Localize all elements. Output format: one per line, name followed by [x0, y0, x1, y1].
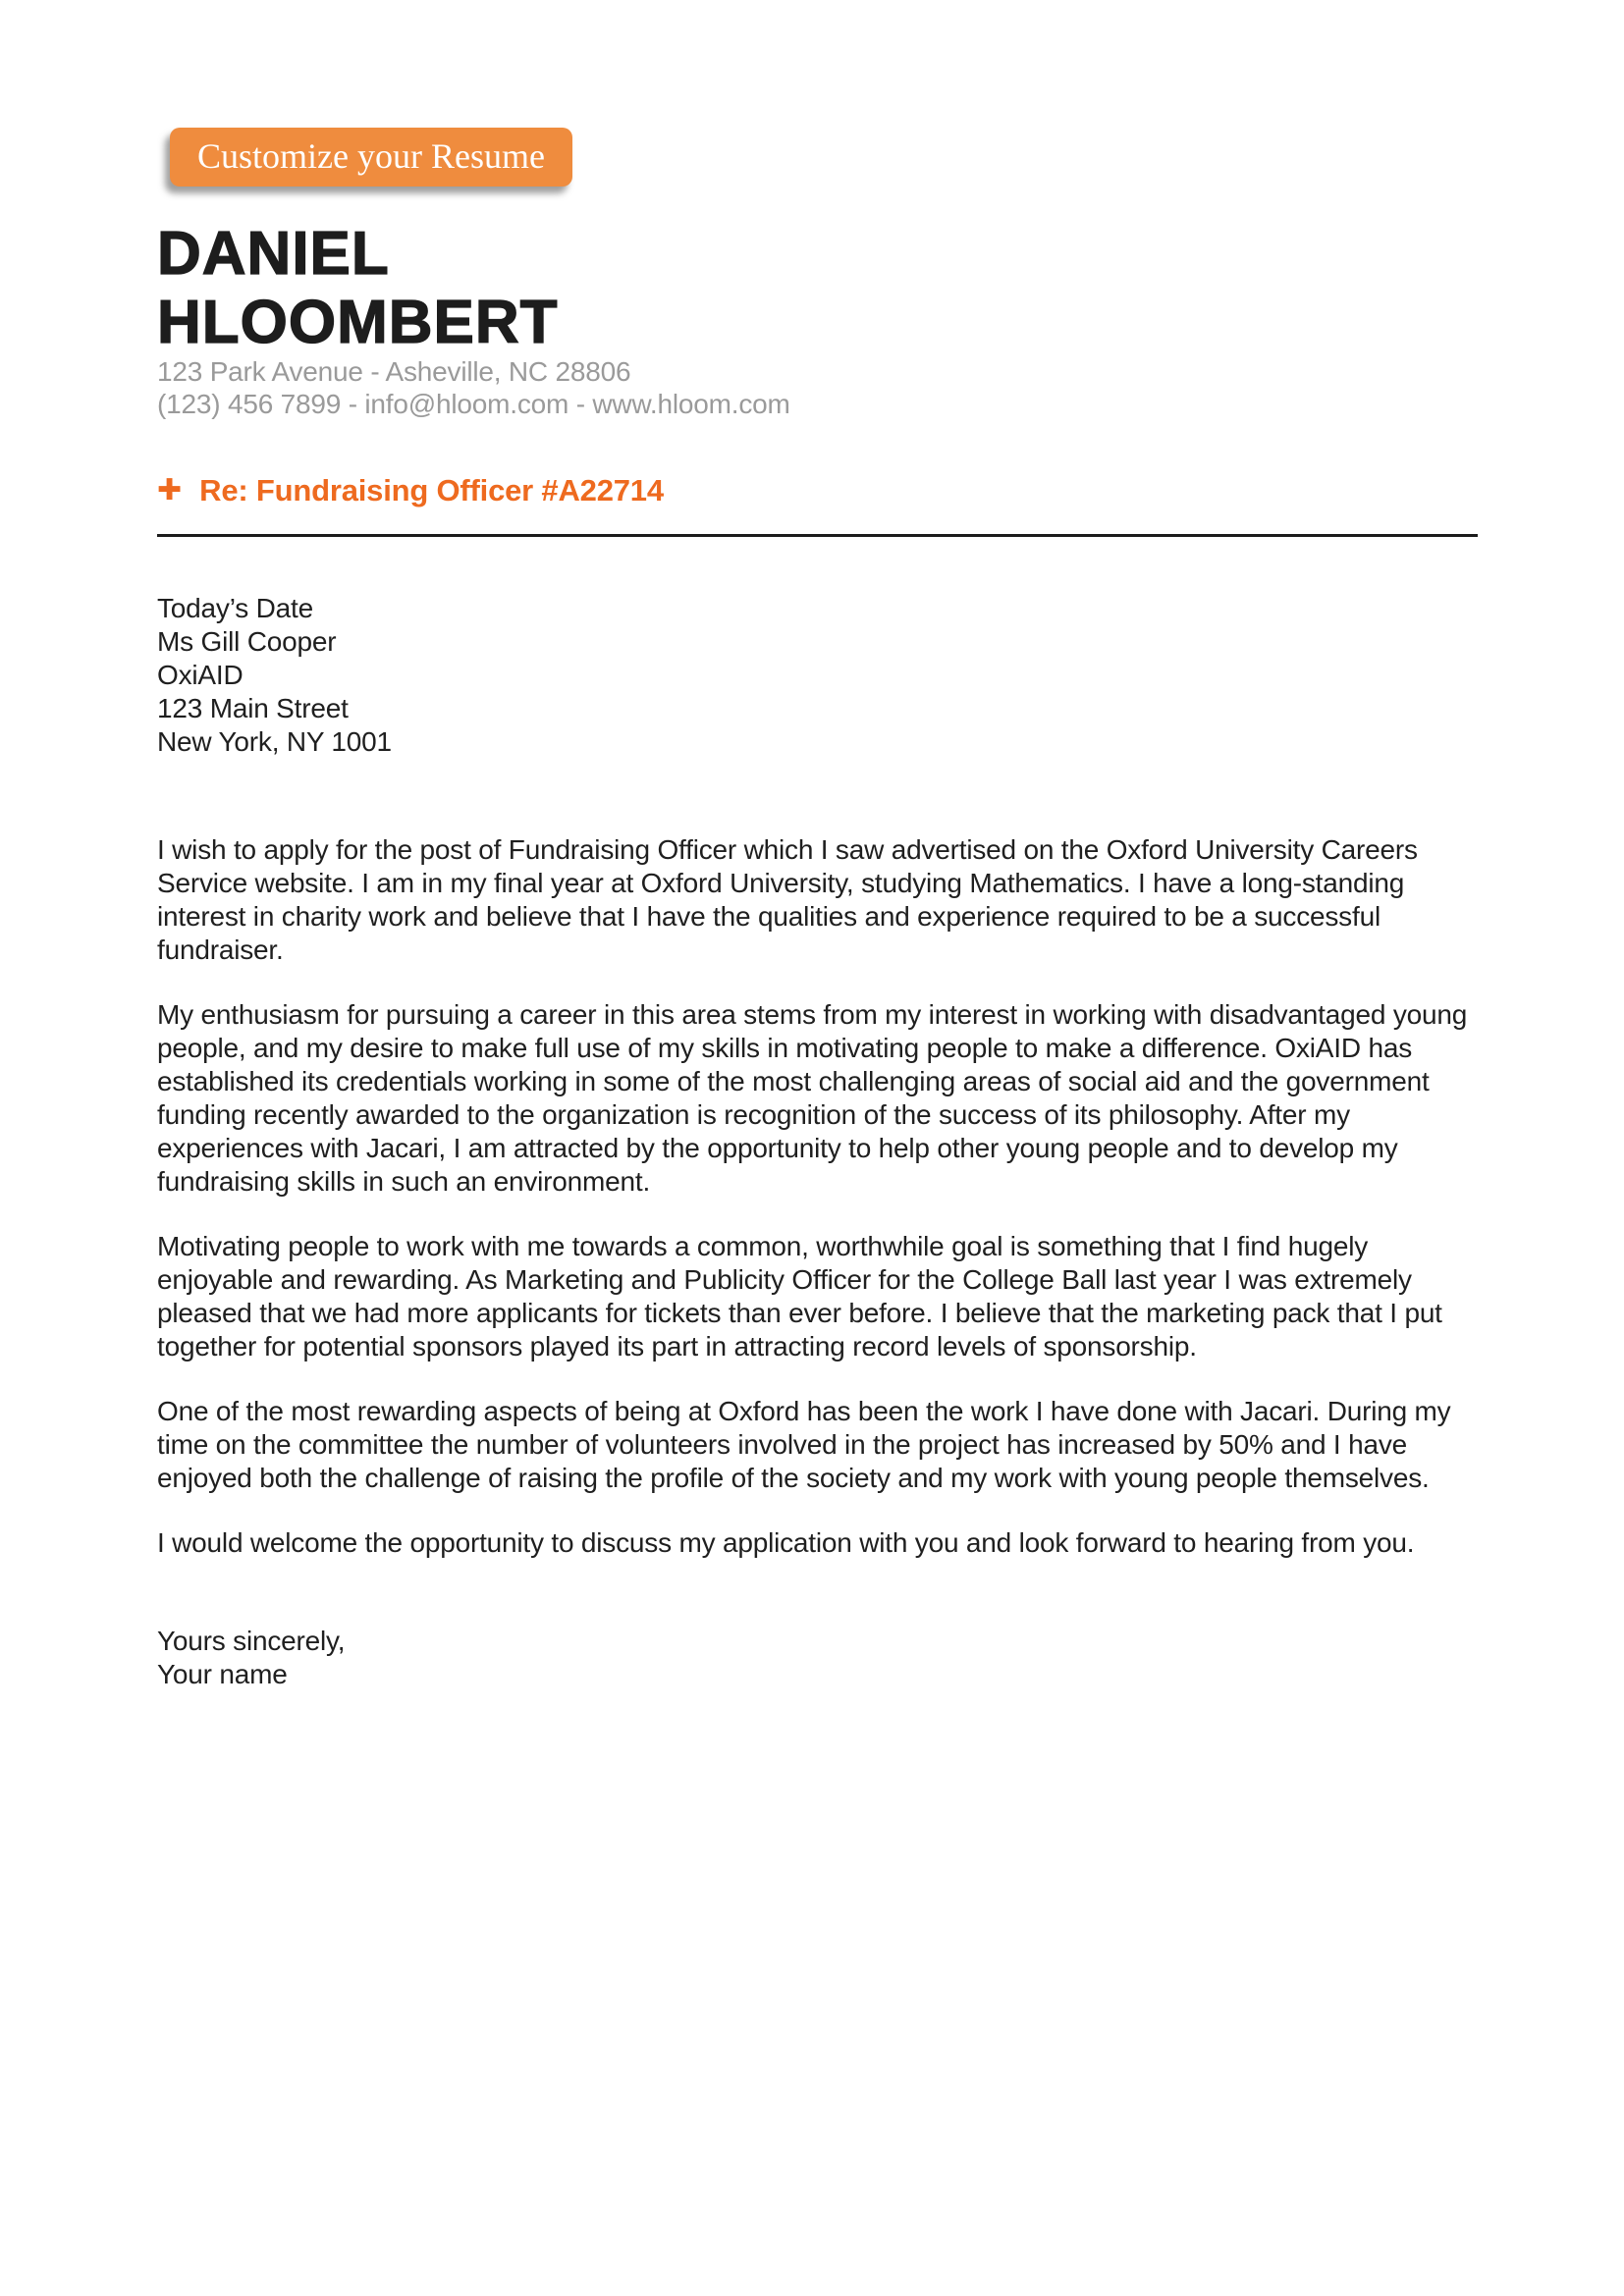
- closing-signature: Your name: [157, 1659, 288, 1689]
- paragraph-welcome: I would welcome the opportunity to discuss my application with you and look forward to hearing from you.: [157, 1527, 1415, 1558]
- name-line-first: DANIEL: [157, 220, 390, 288]
- recipient-street-line: 123 Main Street: [157, 693, 349, 723]
- date-line: Today’s Date: [157, 593, 313, 623]
- horizontal-divider: [157, 534, 1478, 537]
- paragraph-enthusiasm: My enthusiasm for pursuing a career in this area stems from my interest in working with disadvantaged young people, and my desire to make full use of my skills in motivating people to make a difference. OxiAID has established its credentials working in some of the most challenging areas of social aid and the government funding recently awarded to the organization is recognition of the success of its philosophy. After my experiences with Jacari, I am attracted by the opportunity to help other young people and to develop my fundraising skills in such an environment.: [157, 999, 1468, 1197]
- recipient-block: [157, 592, 1473, 759]
- closing-salutation: Yours sincerely,: [157, 1626, 346, 1656]
- closing-block: [157, 1625, 1473, 1691]
- contact-info: [157, 355, 1473, 420]
- address-line: 123 Park Avenue - Asheville, NC 28806: [157, 356, 631, 387]
- subject-line: Re: Fundraising Officer #A22714: [199, 473, 664, 507]
- page-title: [157, 220, 1473, 357]
- recipient-name-line: Ms Gill Cooper: [157, 626, 337, 657]
- paragraph-jacari: One of the most rewarding aspects of being at Oxford has been the work I have done with Jacari. During my time on the committee the number of volunteers involved in the project has increased by 50% and I have enjoyed both the challenge of raising the profile of the society and my work with young people themselves.: [157, 1396, 1451, 1493]
- plus-icon: ✚: [157, 474, 183, 507]
- phone-email-web-line: (123) 456 7899 - info@hloom.com - www.hloom.com: [157, 389, 790, 419]
- paragraph-motivating: Motivating people to work with me towards a common, worthwhile goal is something that I find hugely enjoyable and rewarding. As Marketing and Publicity Officer for the College Ball last year I was extremely pleased that we had more applicants for tickets than ever before. I believe that the marketing pack that I put together for potential sponsors played its part in attracting record levels of sponsorship.: [157, 1231, 1442, 1362]
- recipient-company-line: OxiAID: [157, 660, 244, 690]
- letter-body: [157, 833, 1478, 1560]
- name-line-last: HLOOMBERT: [157, 289, 559, 356]
- subject-row: [157, 471, 1473, 510]
- paragraph-intro: I wish to apply for the post of Fundraising Officer which I saw advertised on the Oxford University Careers Service website. I am in my final year at Oxford University, studying Mathematics. I have a long-standing interest in charity work and believe that I have the qualities and experience required to be a successful fundraiser.: [157, 834, 1418, 965]
- customize-resume-button[interactable]: Customize your Resume: [170, 128, 572, 187]
- recipient-city-line: New York, NY 1001: [157, 726, 392, 757]
